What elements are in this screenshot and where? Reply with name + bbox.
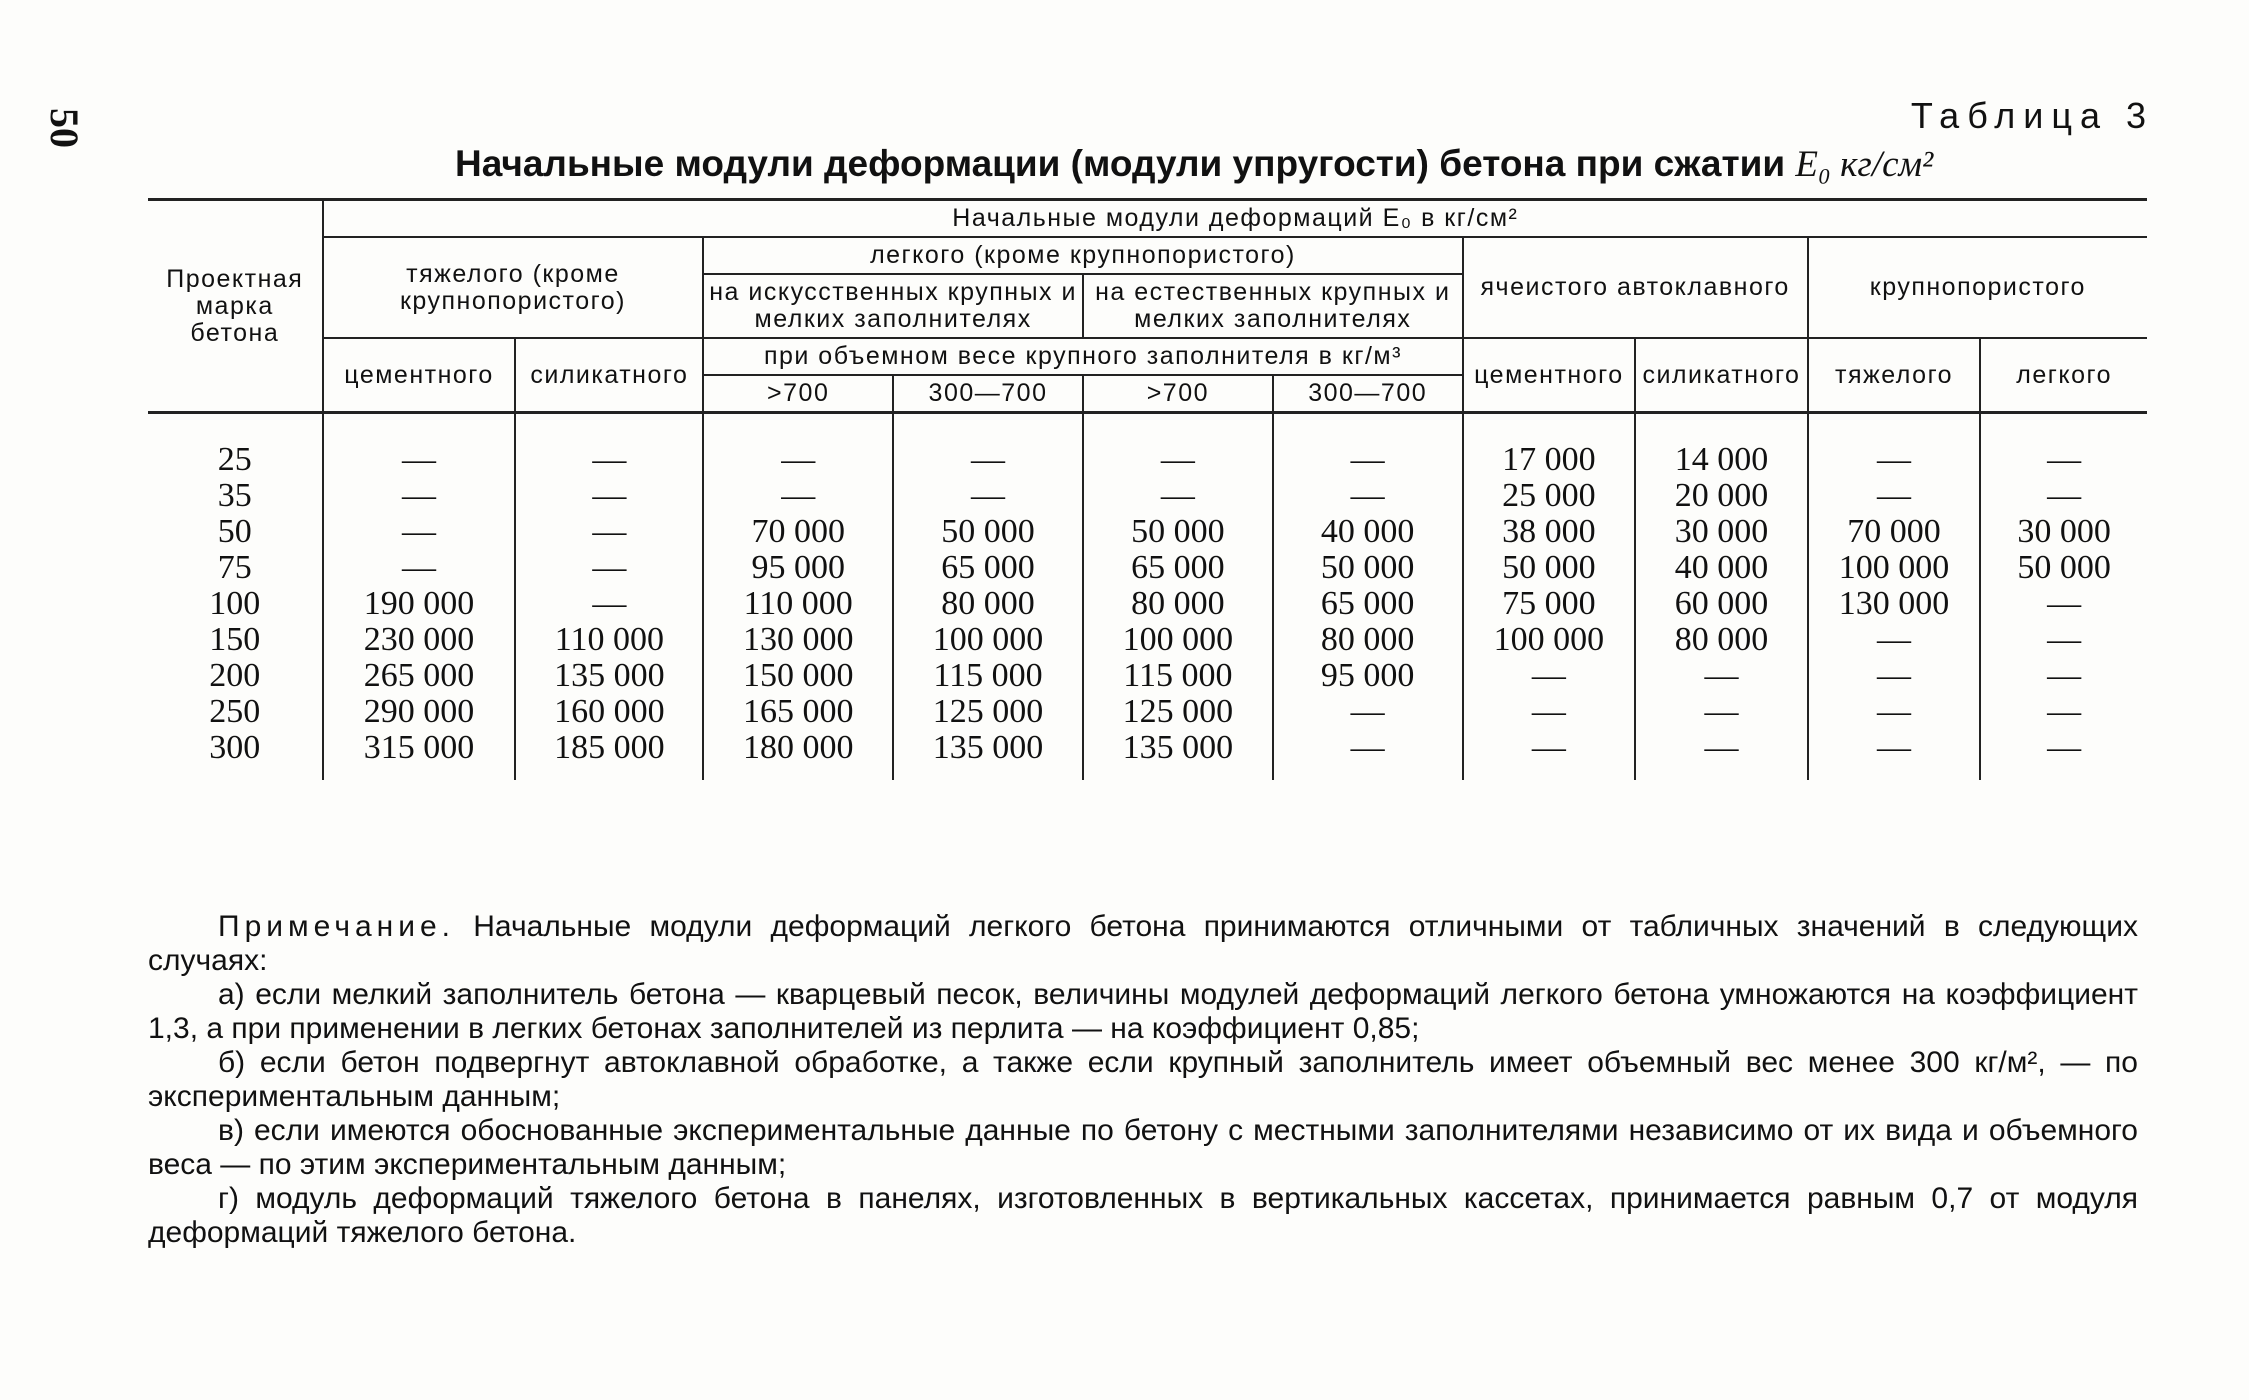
value-cell: 100 000 <box>1808 550 1981 586</box>
modulus-table <box>148 198 2147 780</box>
value-cell: — <box>1635 694 1808 730</box>
table-header <box>148 200 2147 413</box>
grade-cell: 300 <box>148 730 323 780</box>
table-row <box>148 514 2147 550</box>
value-cell: 40 000 <box>1273 514 1463 550</box>
value-cell: 110 000 <box>515 622 703 658</box>
value-cell: — <box>1808 622 1981 658</box>
value-cell: 100 000 <box>1463 622 1636 658</box>
note-a: а) если мелкий заполнитель бетона — кварцевый песок, величины модулей деформаций легкого бетона умножаются на коэффициент 1,3, а при применении в легких бетонах заполнителей из перлита — на коэффициент 0,85; <box>148 978 2138 1045</box>
header-porous-light: легкого <box>1980 338 2147 413</box>
value-cell: — <box>1980 694 2147 730</box>
value-cell: 70 000 <box>703 514 893 550</box>
value-cell: 75 000 <box>1463 586 1636 622</box>
value-cell: 50 000 <box>1273 550 1463 586</box>
value-cell: — <box>1980 730 2147 780</box>
notes <box>148 910 2138 1250</box>
value-cell: 265 000 <box>323 658 516 694</box>
value-cell: 180 000 <box>703 730 893 780</box>
modulus-table-wrapper <box>148 198 2147 780</box>
spacer-cell <box>1980 413 2147 443</box>
header-cellular-cement: цементного <box>1463 338 1636 413</box>
value-cell: 65 000 <box>893 550 1083 586</box>
note-lead: Примечание. <box>218 910 455 943</box>
note-v: в) если имеются обоснованные экспериментальные данные по бетону с местными заполнителями независимо от их вида и объемного веса — по этим экспериментальным данным; <box>148 1114 2138 1181</box>
value-cell: — <box>515 442 703 478</box>
value-cell: — <box>1083 478 1273 514</box>
header-light-artificial: на искусственных крупных и мелких заполнителях <box>703 274 1083 338</box>
grade-cell: 50 <box>148 514 323 550</box>
value-cell: 50 000 <box>893 514 1083 550</box>
value-cell: — <box>1083 442 1273 478</box>
table-title-symbol: E₀ кг/см² <box>1795 144 1934 185</box>
value-cell: 115 000 <box>893 658 1083 694</box>
value-cell: — <box>323 514 516 550</box>
value-cell: — <box>1273 730 1463 780</box>
value-cell: 95 000 <box>1273 658 1463 694</box>
value-cell: — <box>1808 658 1981 694</box>
grade-cell: 200 <box>148 658 323 694</box>
value-cell: 80 000 <box>1635 622 1808 658</box>
value-cell: — <box>323 442 516 478</box>
value-cell: 60 000 <box>1635 586 1808 622</box>
value-cell: 150 000 <box>703 658 893 694</box>
value-cell: 65 000 <box>1273 586 1463 622</box>
spacer-cell <box>148 413 323 443</box>
table-row <box>148 442 2147 478</box>
table-body <box>148 413 2147 781</box>
value-cell: 80 000 <box>1083 586 1273 622</box>
value-cell: — <box>1980 586 2147 622</box>
table-row <box>148 478 2147 514</box>
value-cell: — <box>1980 658 2147 694</box>
table-title-text: Начальные модули деформации (модули упругости) бетона при сжатии <box>455 143 1786 184</box>
value-cell: 160 000 <box>515 694 703 730</box>
spacer-cell <box>1463 413 1636 443</box>
grade-cell: 150 <box>148 622 323 658</box>
header-artificial-gt700: >700 <box>703 375 893 413</box>
value-cell: — <box>1463 694 1636 730</box>
value-cell: 315 000 <box>323 730 516 780</box>
value-cell: 110 000 <box>703 586 893 622</box>
value-cell: 40 000 <box>1635 550 1808 586</box>
value-cell: — <box>1808 442 1981 478</box>
grade-cell: 75 <box>148 550 323 586</box>
value-cell: 17 000 <box>1463 442 1636 478</box>
value-cell: 80 000 <box>1273 622 1463 658</box>
value-cell: — <box>323 478 516 514</box>
header-porous: крупнопористого <box>1808 237 2147 338</box>
value-cell: 25 000 <box>1463 478 1636 514</box>
spacer-cell <box>703 413 893 443</box>
value-cell: — <box>1980 442 2147 478</box>
page-number: 50 <box>42 108 87 148</box>
value-cell: 125 000 <box>1083 694 1273 730</box>
table-row <box>148 730 2147 780</box>
header-natural-gt700: >700 <box>1083 375 1273 413</box>
value-cell: 185 000 <box>515 730 703 780</box>
grade-cell: 25 <box>148 442 323 478</box>
value-cell: — <box>1273 694 1463 730</box>
header-cellular-silicate: силикатного <box>1635 338 1808 413</box>
grade-cell: 35 <box>148 478 323 514</box>
value-cell: — <box>515 514 703 550</box>
grade-cell: 100 <box>148 586 323 622</box>
note-intro <box>148 910 2138 978</box>
spacer-cell <box>515 413 703 443</box>
table-row <box>148 694 2147 730</box>
spacer-cell <box>1273 413 1463 443</box>
header-natural-300-700: 300—700 <box>1273 375 1463 413</box>
value-cell: 190 000 <box>323 586 516 622</box>
spacer-cell <box>1083 413 1273 443</box>
table-label: Таблица 3 <box>1910 95 2154 136</box>
value-cell: 70 000 <box>1808 514 1981 550</box>
note-g: г) модуль деформаций тяжелого бетона в панелях, изготовленных в вертикальных кассетах, принимается равным 0,7 от модуля деформаций тяжелого бетона. <box>148 1182 2138 1249</box>
value-cell: 20 000 <box>1635 478 1808 514</box>
value-cell: 115 000 <box>1083 658 1273 694</box>
value-cell: — <box>1808 478 1981 514</box>
value-cell: 135 000 <box>515 658 703 694</box>
value-cell: 230 000 <box>323 622 516 658</box>
value-cell: — <box>703 442 893 478</box>
table-row <box>148 586 2147 622</box>
header-light-natural: на естественных крупных и мелких заполнителях <box>1083 274 1463 338</box>
spacer-cell <box>893 413 1083 443</box>
value-cell: 125 000 <box>893 694 1083 730</box>
value-cell: 95 000 <box>703 550 893 586</box>
value-cell: — <box>893 442 1083 478</box>
header-span-title: Начальные модули деформаций E₀ в кг/см² <box>323 200 2147 238</box>
value-cell: 50 000 <box>1980 550 2147 586</box>
grade-cell: 250 <box>148 694 323 730</box>
value-cell: 14 000 <box>1635 442 1808 478</box>
spacer-cell <box>1808 413 1981 443</box>
header-volume-weight: при объемном весе крупного заполнителя в кг/м³ <box>703 338 1462 375</box>
value-cell: 50 000 <box>1083 514 1273 550</box>
value-cell: 135 000 <box>893 730 1083 780</box>
header-heavy-cement: цементного <box>323 338 516 413</box>
value-cell: — <box>515 478 703 514</box>
spacer-cell <box>323 413 516 443</box>
value-cell: 65 000 <box>1083 550 1273 586</box>
header-porous-heavy: тяжелого <box>1808 338 1981 413</box>
table-row <box>148 658 2147 694</box>
value-cell: 130 000 <box>703 622 893 658</box>
value-cell: — <box>1808 730 1981 780</box>
value-cell: — <box>1635 658 1808 694</box>
value-cell: — <box>893 478 1083 514</box>
value-cell: — <box>1635 730 1808 780</box>
value-cell: — <box>1273 478 1463 514</box>
table-spacer-row <box>148 413 2147 443</box>
value-cell: — <box>323 550 516 586</box>
header-heavy: тяжелого (кроме крупнопористого) <box>323 237 704 338</box>
note-intro-text: Начальные модули деформаций легкого бетона принимаются отличными от табличных значений в следующих случаях: <box>148 910 2138 977</box>
value-cell: — <box>515 586 703 622</box>
header-grade: Проектная марка бетона <box>148 200 323 413</box>
table-row <box>148 622 2147 658</box>
table-row <box>148 550 2147 586</box>
header-heavy-silicate: силикатного <box>515 338 703 413</box>
spacer-cell <box>1635 413 1808 443</box>
note-b: б) если бетон подвергнут автоклавной обработке, а также если крупный заполнитель имеет объемный вес менее 300 кг/м², — по экспериментальным данным; <box>148 1046 2138 1113</box>
value-cell: — <box>1463 658 1636 694</box>
value-cell: — <box>1273 442 1463 478</box>
value-cell: 50 000 <box>1463 550 1636 586</box>
value-cell: — <box>515 550 703 586</box>
value-cell: — <box>703 478 893 514</box>
value-cell: 130 000 <box>1808 586 1981 622</box>
table-title <box>455 143 2155 186</box>
value-cell: 30 000 <box>1635 514 1808 550</box>
value-cell: — <box>1980 622 2147 658</box>
value-cell: 100 000 <box>893 622 1083 658</box>
value-cell: — <box>1980 478 2147 514</box>
value-cell: — <box>1808 694 1981 730</box>
value-cell: 30 000 <box>1980 514 2147 550</box>
value-cell: 290 000 <box>323 694 516 730</box>
value-cell: 100 000 <box>1083 622 1273 658</box>
value-cell: — <box>1463 730 1636 780</box>
header-artificial-300-700: 300—700 <box>893 375 1083 413</box>
value-cell: 38 000 <box>1463 514 1636 550</box>
header-light: легкого (кроме крупнопористого) <box>703 237 1462 274</box>
value-cell: 135 000 <box>1083 730 1273 780</box>
value-cell: 80 000 <box>893 586 1083 622</box>
value-cell: 165 000 <box>703 694 893 730</box>
header-cellular: ячеистого автоклавного <box>1463 237 1808 338</box>
